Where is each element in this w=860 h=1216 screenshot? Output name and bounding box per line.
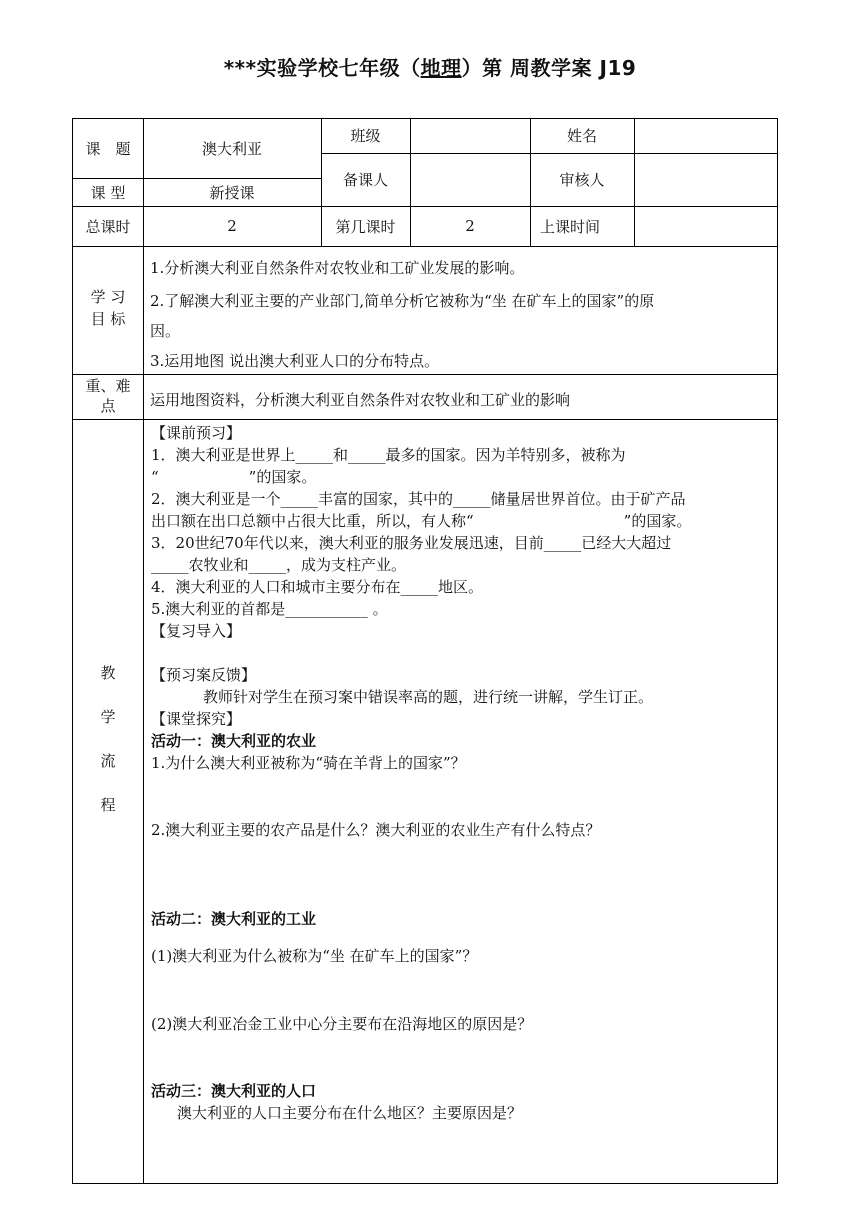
activity-question: (2)澳大利亚冶金工业中心分主要布在沿海地区的原因是？ <box>151 1015 533 1033</box>
preview-question: 1．澳大利亚是世界上_____和_____最多的国家。因为羊特别多，被称为 <box>151 446 626 464</box>
preview-question: _____农牧业和_____，成为支柱产业。 <box>151 556 407 574</box>
preview-question: 2．澳大利亚是一个_____丰富的国家，其中的_____储量居世界首位。由于矿产品 <box>151 490 686 508</box>
nth-value: 2 <box>465 217 475 235</box>
total-label: 总课时 <box>85 217 131 236</box>
name-field[interactable] <box>634 118 777 153</box>
topic-label: 课 题 <box>85 139 131 158</box>
class-label: 班级 <box>350 127 381 145</box>
objective-item: 1.分析澳大利亚自然条件对农牧业和工矿业发展的影响。 <box>150 259 525 277</box>
feedback-heading: 【预习案反馈】 <box>151 666 257 684</box>
activity-heading: 活动三：澳大利亚的人口 <box>151 1082 317 1100</box>
preview-question: “ ”的国家。 <box>151 468 317 486</box>
total-value: 2 <box>227 217 237 235</box>
flow-label-char: 流 <box>100 752 116 770</box>
key-points-text: 运用地图资料，分析澳大利亚自然条件对农牧业和工矿业的影响 <box>150 391 571 409</box>
time-field[interactable] <box>634 206 777 246</box>
activity-heading: 活动一：澳大利亚的农业 <box>151 732 317 750</box>
time-label: 上课时间 <box>540 217 601 236</box>
name-label: 姓名 <box>566 127 597 145</box>
type-value: 新授课 <box>209 183 255 202</box>
title-subject: 地理 <box>420 56 462 80</box>
nth-label: 第几课时 <box>335 217 396 236</box>
preview-question: 3．20世纪70年代以来，澳大利亚的服务业发展迅速，目前_____已经大大超过 <box>151 534 672 552</box>
activity-heading: 活动二：澳大利亚的工业 <box>151 910 317 928</box>
flow-label-char: 教 <box>100 664 116 682</box>
flow-label-char: 学 <box>100 708 116 726</box>
feedback-text: 教师针对学生在预习案中错误率高的题，进行统一讲解，学生订正。 <box>203 688 654 706</box>
objective-item: 因。 <box>150 322 181 340</box>
preview-question: 出口额在出口总额中占很大比重，所以，有人称“ ”的国家。 <box>151 512 692 530</box>
page-title: ***实验学校七年级（地理）第 周教学案 J19 <box>223 56 637 80</box>
key-points-label: 重、难 点 <box>85 377 131 415</box>
preparer-label: 备课人 <box>342 171 388 189</box>
preparer-field[interactable] <box>410 153 530 206</box>
activity-question: (1)澳大利亚为什么被称为“坐 在矿车上的国家”？ <box>151 947 478 965</box>
preview-question: 4．澳大利亚的人口和城市主要分布在_____地区。 <box>151 578 484 596</box>
review-heading: 【复习导入】 <box>151 622 242 640</box>
class-field[interactable] <box>410 118 530 153</box>
activity-question: 2.澳大利亚主要的农产品是什么？澳大利亚的农业生产有什么特点？ <box>151 821 601 839</box>
teaching-flow <box>151 422 771 1124</box>
preview-question: 5.澳大利亚的首都是___________ 。 <box>151 600 388 618</box>
topic-value: 澳大利亚 <box>201 139 262 158</box>
objective-item: 3.运用地图 说出澳大利亚人口的分布特点。 <box>150 352 440 370</box>
type-label: 课 型 <box>90 183 126 202</box>
objectives-label: 学 习 目 标 <box>90 288 126 328</box>
reviewer-label: 审核人 <box>559 171 605 189</box>
reviewer-field[interactable] <box>634 153 777 206</box>
preview-heading: 【课前预习】 <box>151 424 242 442</box>
explore-heading: 【课堂探究】 <box>151 710 242 728</box>
activity-question: 澳大利亚的人口主要分布在什么地区？主要原因是？ <box>177 1104 523 1122</box>
activity-question: 1.为什么澳大利亚被称为“骑在羊背上的国家”？ <box>151 754 466 772</box>
objective-item: 2.了解澳大利亚主要的产业部门,简单分析它被称为“坐 在矿车上的国家”的原 <box>150 292 655 310</box>
flow-label-char: 程 <box>100 796 116 814</box>
